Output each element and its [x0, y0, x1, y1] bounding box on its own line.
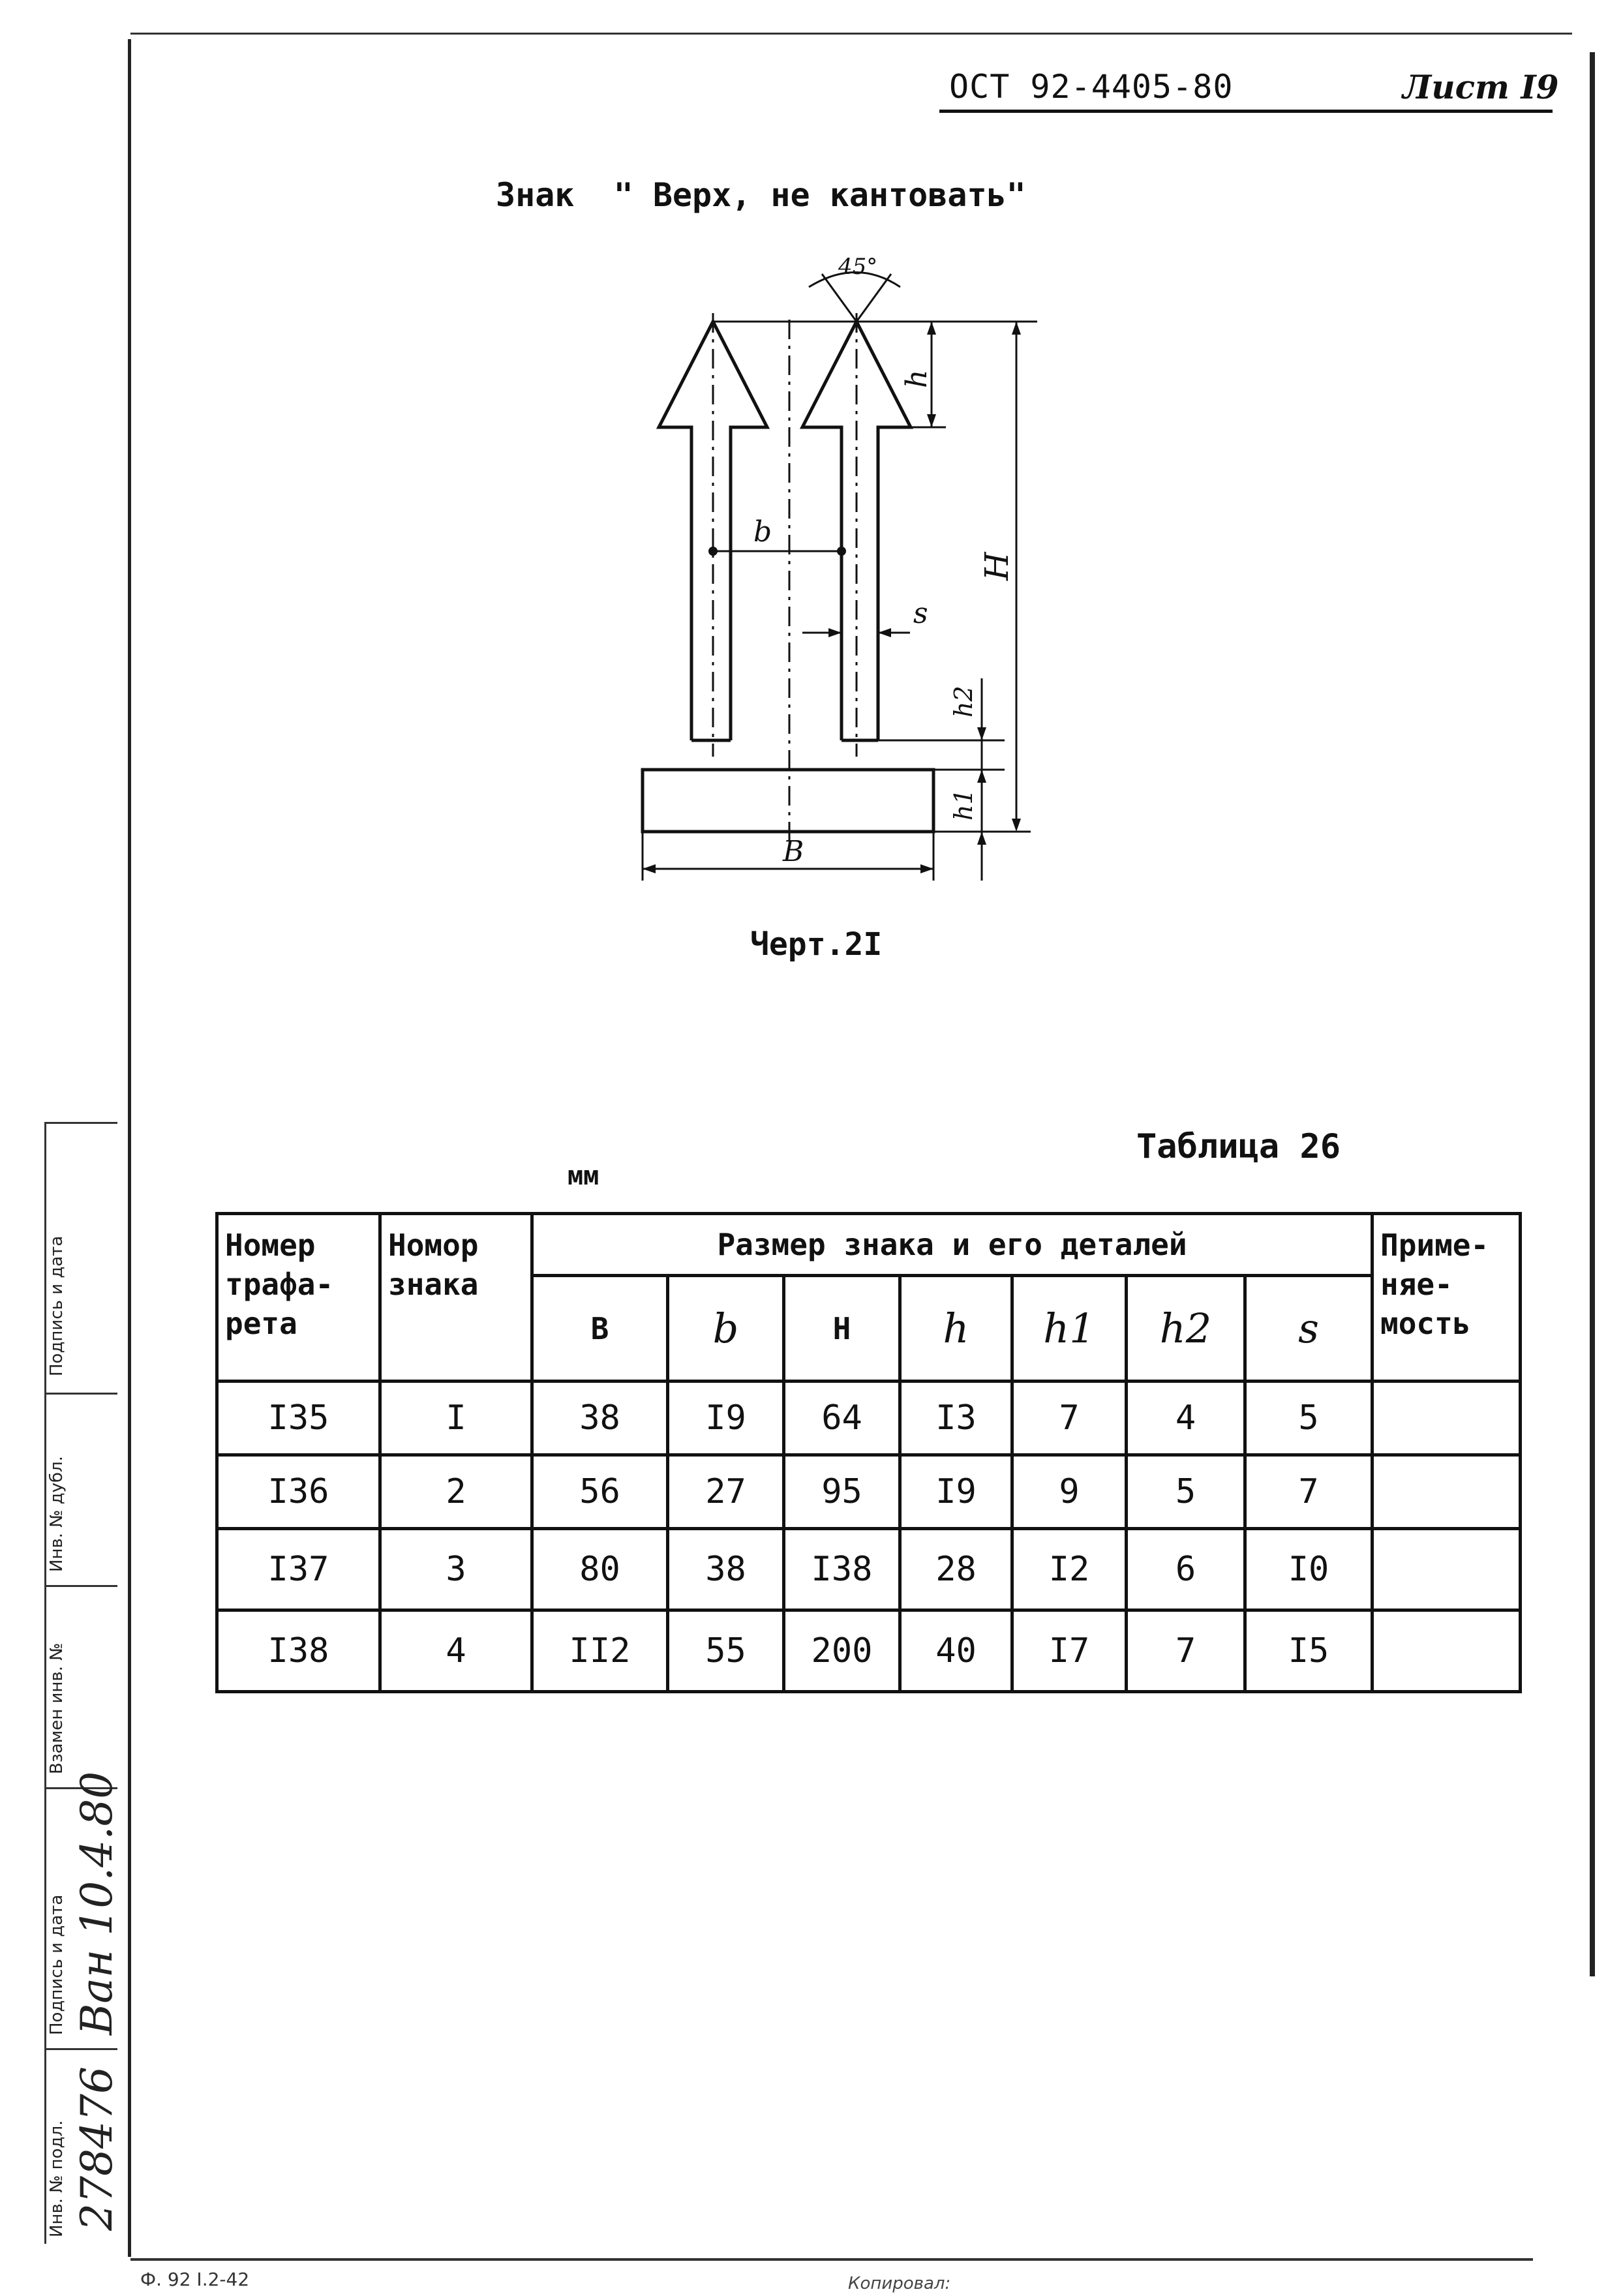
bottom-border-line [130, 2258, 1533, 2261]
stamp-label-signature: Подпись и дата [47, 1235, 67, 1376]
stamp-label-signature-date: Подпись и дата [47, 1894, 67, 2035]
dim-label-H: H [978, 552, 1016, 581]
header-col-h2: h2 [1127, 1276, 1245, 1382]
table-row: I35 I 38 I9 64 I3 7 4 5 [217, 1382, 1521, 1455]
stamp-label-replace-inv: Взамен инв. № [47, 1642, 67, 1774]
header-col-H: H [784, 1276, 900, 1382]
header-col-B: B [532, 1276, 668, 1382]
stamp-label-orig-inv: Инв. № подл. [47, 2120, 67, 2237]
dim-label-h: h [900, 369, 933, 388]
dim-label-s: s [913, 597, 928, 630]
header-sign-number: Номор знака [380, 1214, 532, 1382]
header-size-group: Размер знака и его деталей [532, 1214, 1373, 1276]
stamp-label-dup-inv: Инв. № дубл. [47, 1456, 67, 1572]
table-row: I37 3 80 38 I38 28 I2 6 I0 [217, 1529, 1521, 1610]
sign-drawing [587, 222, 1083, 887]
table-row: I36 2 56 27 95 I9 9 5 7 [217, 1455, 1521, 1529]
sign-title: Знак " Верх, не кантовать" [496, 176, 1026, 214]
right-border-line [1590, 52, 1595, 1976]
header-applicability: Приме- няе- мость [1373, 1214, 1521, 1382]
copied-by: Копировал: [848, 2274, 951, 2293]
header-col-s: s [1245, 1276, 1373, 1382]
handwritten-inventory-number: 278476 [72, 2066, 122, 2231]
table-units: мм [568, 1161, 599, 1191]
dim-label-h1: h1 [949, 789, 978, 821]
figure-caption: Черт.2I [750, 926, 883, 963]
header-col-h1: h1 [1012, 1276, 1127, 1382]
base-rectangle [643, 770, 933, 832]
header-col-h: h [900, 1276, 1012, 1382]
handwritten-date: Ван 10.4.80 [72, 1771, 122, 2035]
document-code: ОСТ 92-4405-80 [949, 68, 1234, 106]
header-underline [939, 110, 1553, 113]
left-border-line [128, 39, 131, 2257]
sheet-number: Лист I9 [1403, 68, 1559, 106]
header-stencil-number: Номер трафа- рета [217, 1214, 380, 1382]
dim-label-B: B [783, 835, 804, 868]
dim-label-b: b [753, 515, 772, 549]
top-border-line [130, 33, 1572, 35]
form-code: Ф. 92 I.2-42 [140, 2269, 250, 2290]
dim-label-h2: h2 [949, 686, 978, 718]
dimensions-table [215, 1212, 1522, 1693]
table-title: Таблица 26 [1136, 1127, 1341, 1166]
header-col-b: b [668, 1276, 784, 1382]
dim-label-angle: 45° [838, 254, 878, 280]
table-row: I38 4 II2 55 200 40 I7 7 I5 [217, 1610, 1521, 1692]
